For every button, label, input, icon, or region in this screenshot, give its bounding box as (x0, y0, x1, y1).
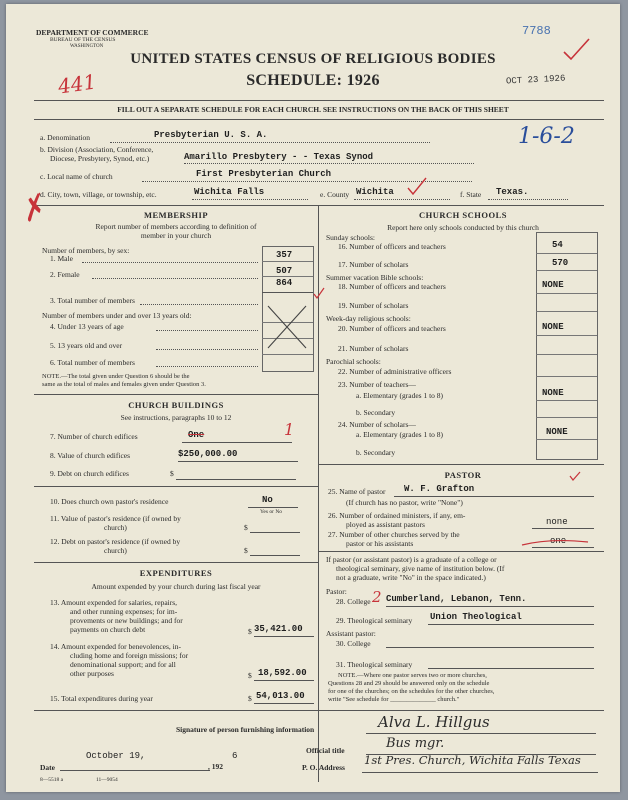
dept-name: DEPARTMENT OF COMMERCE (36, 28, 149, 37)
red-underline-mark-icon (520, 536, 590, 548)
signature-label: Signature of person furnishing information (176, 725, 315, 734)
assistant-seminary-label: 31. Theological seminary (336, 660, 413, 669)
benevolences-value: 18,592.00 (258, 668, 307, 678)
dollar-sign: $ (248, 694, 252, 703)
summer-scholars-label: 19. Number of scholars (338, 301, 409, 310)
membership-intro: Report number of members according to definition of (95, 222, 257, 231)
membership-note-2: same as the total of males and females given under Question 3. (42, 381, 206, 388)
year-prefix: , 192 (208, 762, 223, 771)
summer-schools-label: Summer vacation Bible schools: (326, 273, 424, 282)
running-expenses-value: 35,421.00 (254, 624, 303, 634)
edifices-debt-label: 9. Debt on church edifices (50, 469, 129, 478)
total-expenditures-value: 54,013.00 (256, 691, 305, 701)
running-expenses-label: 13. Amount expended for salaries, repairs, (50, 598, 178, 607)
weekday-scholars-label: 21. Number of scholars (338, 344, 409, 353)
assistant-pastors-label-2: ployed as assistant pastors (346, 520, 425, 529)
other-churches-value: one (550, 536, 567, 546)
expenditures-heading: EXPENDITURES (139, 568, 213, 578)
membership-intro-2: member in your church (140, 231, 212, 240)
running-expenses-label-2: and other running expenses; for im- (70, 607, 178, 616)
date-label: Date (40, 763, 55, 772)
edifices-value: $250,000.00 (178, 449, 238, 459)
weekday-officers-value: NONE (542, 322, 564, 332)
handwritten-mark-icon: ✗ (13, 188, 52, 231)
buildings-heading: CHURCH BUILDINGS (128, 400, 224, 410)
parochial-officers-label: 22. Number of administrative officers (338, 367, 452, 376)
received-date-stamp: OCT 23 1926 (505, 73, 566, 87)
sunday-officers-value: 54 (552, 240, 563, 250)
pastor-note: NOTE.—Where one pastor serves two or more churches, (338, 672, 487, 679)
sunday-schools-label: Sunday schools: (326, 233, 375, 242)
edifices-count-handwritten: 1 (284, 420, 295, 439)
check-mark-icon (568, 470, 582, 482)
denomination-label: a. Denomination (40, 133, 90, 142)
scholars-elementary-value: NONE (546, 427, 568, 437)
pastor-name-note: (If church has no pastor, write "None") (346, 498, 463, 507)
membership-note: NOTE.—The total given under Question 6 should be the (42, 373, 190, 380)
edifices-count-label: 7. Number of church edifices (50, 432, 138, 441)
running-expenses-label-4: payments on church debt (70, 625, 146, 634)
pastor-heading: PASTOR (444, 470, 482, 480)
pastor-college-label: 28. College (336, 597, 371, 606)
state-value: Texas. (496, 187, 529, 197)
instruction-line: FILL OUT A SEPARATE SCHEDULE FOR EACH CHURCH. SEE INSTRUCTIONS ON THE BACK OF THIS SHEET (117, 105, 509, 114)
teachers-elementary-label: a. Elementary (grades 1 to 8) (356, 391, 444, 400)
assistant-pastors-label: 26. Number of ordained ministers, if any, em- (328, 511, 466, 520)
bureau-city: WASHINGTON (70, 44, 104, 49)
scholars-secondary-label: b. Secondary (356, 448, 396, 457)
official-title-value: Bus mgr. (386, 736, 445, 751)
members-by-sex-label: Number of members, by sex: (42, 246, 130, 255)
total-members-label: 3. Total number of members (50, 296, 135, 305)
assistant-college-label: 30. College (336, 639, 371, 648)
check-mark-icon (406, 176, 428, 198)
parochial-teachers-label: 23. Number of teachers— (338, 380, 416, 389)
city-value: Wichita Falls (194, 187, 265, 197)
pastor-note-2: Questions 28 and 29 should be answered only on the schedule (328, 680, 490, 687)
dollar-sign: $ (244, 523, 248, 532)
age-groups-label: Number of members under and over 13 years old: (42, 311, 192, 320)
check-mark-icon (312, 286, 326, 300)
address-label: P. O. Address (302, 763, 345, 772)
pastor-name-label: 25. Name of pastor (328, 487, 386, 496)
summer-officers-value: NONE (542, 280, 564, 290)
sunday-scholars-value: 570 (552, 258, 569, 268)
pastor-college-handwritten: 2 (372, 588, 382, 606)
sunday-scholars-label: 17. Number of scholars (338, 260, 409, 269)
parochial-schools-label: Parochial schools: (326, 357, 381, 366)
print-number: 11—9054 (96, 777, 118, 783)
male-label: 1. Male (50, 254, 73, 263)
over-13-label: 5. 13 years old and over (50, 341, 123, 350)
church-name-label: c. Local name of church (40, 172, 113, 181)
dollar-sign: $ (248, 627, 252, 636)
official-title-label: Official title (306, 746, 345, 755)
residence-debt-label-2: church) (104, 546, 127, 555)
teachers-secondary-label: b. Secondary (356, 408, 396, 417)
owns-residence-value: No (262, 495, 273, 505)
pastor-note-4: write "See schedule for ______________ church." (328, 696, 460, 703)
dollar-sign: $ (244, 546, 248, 555)
yes-no-hint: Yes or No (260, 509, 283, 515)
assistant-education-label: Assistant pastor: (326, 629, 376, 638)
scholars-elementary-label: a. Elementary (grades 1 to 8) (356, 430, 444, 439)
church-name-value: First Presbyterian Church (196, 169, 332, 179)
date-value: October 19, (86, 751, 146, 761)
pastor-college-value: Cumberland, Lebanon, Tenn. (386, 594, 527, 604)
edifices-count-value: One (188, 430, 205, 440)
parochial-scholars-label: 24. Number of scholars— (338, 420, 416, 429)
dollar-sign: $ (248, 671, 252, 680)
bureau-name: BUREAU OF THE CENSUS (50, 37, 116, 43)
graduate-instructions: If pastor (or assistant pastor) is a graduate of a college or (326, 555, 497, 564)
summer-officers-label: 18. Number of officers and teachers (338, 282, 446, 291)
pastor-name-value: W. F. Grafton (404, 484, 475, 494)
cross-out-mark-icon (264, 302, 310, 352)
benevolences-label-3: denominational support; and for all (70, 660, 176, 669)
form-subtitle: SCHEDULE: 1926 (246, 72, 380, 89)
division-value: Amarillo Presbytery - - Texas Synod (184, 152, 374, 162)
census-schedule-sheet (6, 4, 620, 792)
division-label: b. Division (Association, Conference, (40, 145, 154, 154)
pastor-note-3: for one of the churches; on the schedules for the other churches, (328, 688, 495, 695)
total-by-age-label: 6. Total number of members (50, 358, 135, 367)
state-label: f. State (460, 190, 482, 199)
pastor-education-label: Pastor: (326, 587, 347, 596)
sunday-officers-label: 16. Number of officers and teachers (338, 242, 446, 251)
schools-intro: Report here only schools conducted by this church (387, 223, 539, 232)
female-count: 507 (276, 266, 293, 276)
female-label: 2. Female (50, 270, 80, 279)
residence-value-label: 11. Value of pastor's residence (if owned by (50, 514, 181, 523)
total-expenditures-label: 15. Total expenditures during year (50, 694, 153, 703)
benevolences-label-2: cluding home and foreign missions; for (70, 651, 189, 660)
residence-value-label-2: church) (104, 523, 127, 532)
division-label-2: Diocese, Presbytery, Synod, etc.) (50, 154, 150, 163)
teachers-elementary-value: NONE (542, 388, 564, 398)
weekday-officers-label: 20. Number of officers and teachers (338, 324, 446, 333)
serial-number-stamp: 7788 (522, 24, 551, 38)
year-digit: 6 (232, 751, 238, 761)
signature: Alva L. Hillgus (378, 713, 490, 731)
other-churches-label-2: pastor or his assistants (346, 539, 414, 548)
denomination-value: Presbyterian U. S. A. (154, 130, 268, 140)
handwritten-number: 441 (56, 69, 98, 99)
dollar-sign: $ (170, 469, 174, 478)
schools-heading: CHURCH SCHOOLS (419, 210, 507, 220)
pastor-seminary-value: Union Theological (430, 612, 522, 622)
running-expenses-label-3: provements or new buildings; and for (70, 616, 183, 625)
pastor-seminary-label: 29. Theological seminary (336, 616, 413, 625)
graduate-instructions-3: not a graduate, write "No" in the space indicated.) (336, 573, 486, 582)
other-churches-label: 27. Number of other churches served by the (328, 530, 460, 539)
benevolences-label-4: other purposes (70, 669, 114, 678)
weekday-schools-label: Week-day religious schools: (326, 314, 411, 323)
owns-residence-label: 10. Does church own pastor's residence (50, 497, 169, 506)
county-label: e. County (320, 190, 350, 199)
edifices-value-label: 8. Value of church edifices (50, 451, 131, 460)
county-value: Wichita (356, 187, 394, 197)
buildings-intro: See instructions, paragraphs 10 to 12 (120, 413, 232, 422)
assistant-pastors-value: none (546, 517, 568, 527)
under-13-label: 4. Under 13 years of age (50, 322, 124, 331)
benevolences-label: 14. Amount expended for benevolences, in- (50, 642, 182, 651)
graduate-instructions-2: theological seminary, give name of institution below. (If (336, 564, 505, 573)
male-count: 357 (276, 250, 293, 260)
form-title: UNITED STATES CENSUS OF RELIGIOUS BODIES (130, 51, 496, 67)
city-label: d. City, town, village, or township, etc. (40, 190, 157, 199)
total-members-count: 864 (276, 278, 293, 288)
handwritten-code: 1-6-2 (518, 124, 575, 149)
form-number: 8—5518 a (40, 777, 64, 783)
membership-heading: MEMBERSHIP (143, 210, 209, 220)
expenditures-intro: Amount expended by your church during last fiscal year (91, 582, 261, 591)
address-value: 1st Pres. Church, Wichita Falls Texas (364, 753, 581, 767)
residence-debt-label: 12. Debt on pastor's residence (if owned by (50, 537, 181, 546)
